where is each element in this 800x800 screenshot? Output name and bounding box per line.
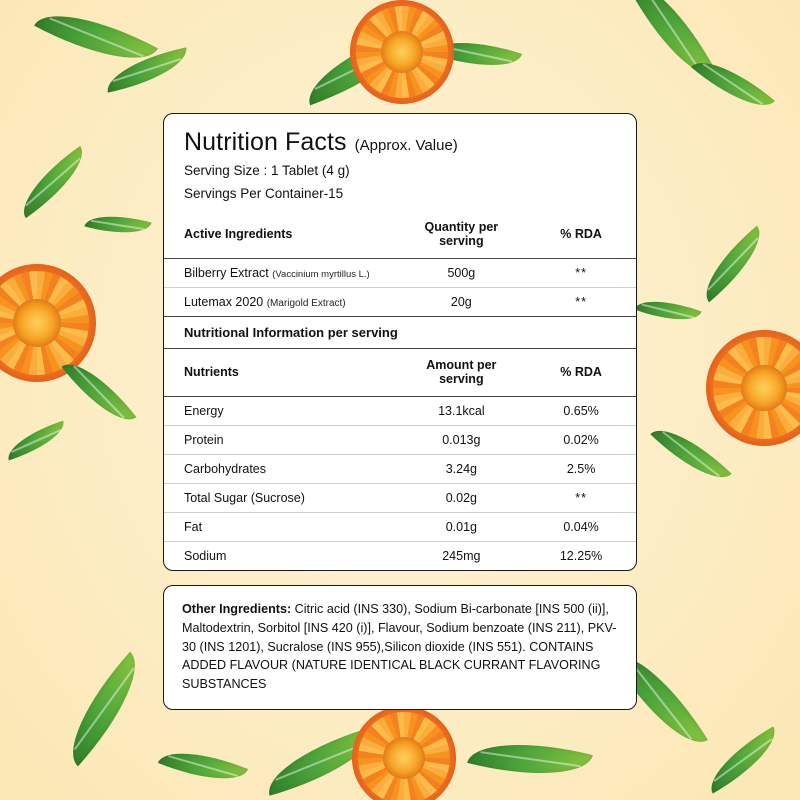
active-row-amount: 500g [391,259,533,288]
active-row-name [164,288,391,317]
page-title: Nutrition Facts [184,128,347,156]
leaf-icon [50,652,159,767]
nutrient-rda: 0.65% [532,397,636,426]
nutrition-facts-panel [163,113,637,710]
nutrient-amount: 0.013g [391,426,533,455]
active-header-quantity-line1: Quantity per [424,220,499,235]
active-row-rda: ** [532,259,636,288]
active-ingredients-header [164,211,636,259]
nutrition-main-card [163,113,637,571]
table-row [164,288,636,317]
active-header-rda: % RDA [560,227,602,242]
other-ingredients-text: Citric acid (INS 330), Sodium Bi-carbonate [INS 500 (ii)], Maltodextrin, Sorbitol [INS 420 (i)], Flavour, Sodium benzoate (INS 211), PKV-30 (INS 1201), Sucralose (INS 955),Silicon dioxide (INS 551). [182,602,617,654]
nutrient-amount: 245mg [391,542,533,571]
leaf-icon [650,414,731,494]
leaf-icon [84,206,151,243]
active-header-name: Active Ingredients [184,227,293,242]
table-row [164,426,636,455]
nutritional-info-band-label: Nutritional Information per serving [164,317,636,349]
nutrient-rda: 2.5% [532,455,636,484]
nutrient-name: Protein [164,426,391,455]
other-ingredients-label: Other Ingredients: [182,602,292,617]
active-header-quantity-line2: serving [439,234,484,249]
table-row [164,455,636,484]
leaf-icon [61,349,136,434]
title-approx-note: (Approx. Value) [354,137,458,154]
nutrient-rda: 12.25% [532,542,636,571]
leaf-icon [102,47,192,92]
marigold-flower-icon [352,706,456,800]
active-row-name [164,259,391,288]
active-row-name-note: (Vaccinium myrtillus L.) [272,269,370,281]
nutrients-header-amount [391,349,533,397]
table-row [164,397,636,426]
nutrient-amount: 0.02g [391,484,533,513]
nutrient-rda: 0.04% [532,513,636,542]
nutrients-header-amount-line2: serving [439,372,484,387]
added-flavour-statement: CONTAINS ADDED FLAVOUR (NATURE IDENTICAL BLACK CURRANT FLAVORING SUBSTANCES [182,639,601,691]
active-row-name-note: (Marigold Extract) [266,298,346,310]
marigold-flower-icon [350,0,454,104]
nutrients-table [164,349,636,570]
table-row [164,513,636,542]
leaf-icon [634,290,701,332]
nutrients-header-name: Nutrients [184,365,239,380]
other-ingredients-card [163,585,637,710]
nutrient-name: Sodium [164,542,391,571]
active-row-name-text: Lutemax 2020 [184,295,264,310]
leaf-icon [297,29,423,106]
table-row [164,484,636,513]
leaf-icon [432,27,522,80]
nutrient-name: Carbohydrates [164,455,391,484]
active-row-name-text: Bilberry Extract [184,266,269,281]
marigold-flower-icon [0,264,96,382]
leaf-icon [259,726,385,796]
nutrient-rda: ** [532,484,636,513]
leaf-icon [2,421,69,461]
active-row-amount: 20g [391,288,533,317]
nutrient-name: Fat [164,513,391,542]
nutrient-amount: 0.01g [391,513,533,542]
panel-title-row [164,128,636,157]
nutrients-header-amount-line1: Amount per [426,358,497,373]
leaf-icon [691,46,775,123]
serving-size-line: Serving Size : 1 Tablet (4 g) [184,163,350,178]
leaf-icon [158,737,248,795]
nutrients-header [164,349,636,397]
leaf-icon [699,726,787,793]
nutritional-info-band [164,317,636,349]
active-row-rda: ** [532,288,636,317]
nutrient-amount: 13.1kcal [391,397,533,426]
table-row [164,542,636,571]
nutrient-name: Energy [164,397,391,426]
nutrient-rda: 0.02% [532,426,636,455]
leaf-icon [691,226,775,303]
nutrient-amount: 3.24g [391,455,533,484]
nutrient-name: Total Sugar (Sucrose) [164,484,391,513]
servings-per-container-line: Servings Per Container-15 [184,186,344,202]
leaf-icon [34,0,158,82]
table-row [164,259,636,288]
marigold-flower-icon [706,330,800,446]
active-header-quantity [391,211,533,259]
active-ingredients-table [164,211,636,349]
leaf-icon [10,146,97,218]
leaf-icon [467,726,593,792]
nutrients-header-rda: % RDA [560,365,602,380]
leaf-icon [627,0,717,91]
